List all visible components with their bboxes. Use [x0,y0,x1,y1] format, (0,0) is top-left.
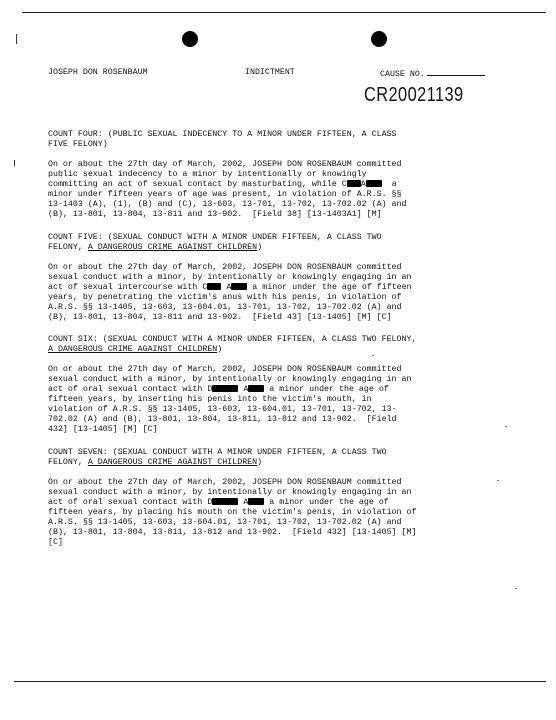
margin-mark [16,34,17,44]
top-rule [22,12,546,13]
scan-speck [497,480,499,481]
count-six-heading: COUNT SIX: (SEXUAL CONDUCT WITH A MINOR UNDER FIFTEEN, A CLASS TWO FELONY, A DANGEROUS CRIME AGAINST CHILDREN) [48,335,417,354]
count-four-body: On or about the 27th day of March, 2002, JOSEPH DON ROSENBAUM committed public sexual indecency to a minor by intentionally or knowingly committing an act of sexual contact by masturbating, while C A a minor under fifteen years of age was present, in violation of A.R.S. §§ 13-1403 (A), (1), (B) and (C), 13-603, 13-701, 13-702, 13-702.02 (A) and (B), 13-801, 13-804, 13-811 and 13-902. [Field 38] [13-1403A1] [M] [48,160,407,219]
punch-hole-left [182,31,198,47]
cause-number [380,68,485,79]
scan-speck [505,426,507,427]
redaction-bar [231,283,247,290]
redaction-bar [212,385,238,392]
redaction-bar [207,283,221,290]
scan-speck [515,588,517,589]
redaction-bar [212,498,238,505]
scan-speck [372,355,374,356]
count-six-body: On or about the 27th day of March, 2002, JOSEPH DON ROSENBAUM committed sexual conduct with a minor, by intentionally or knowingly engaging in an act of oral sexual contact with D A a minor under the age of fifteen years, by inserting his penis into the victim's mouth, in violation of A.R.S. §§ 13-1405, 13-603, 13-604.01, 13-701, 13-702, 13- 702.02 (A) and (B), 13-801, 13-804, 13-811, 13-812 and 13-902. [Field 432] [13-1405] [M] [C] [48,365,412,434]
punch-hole-right [371,31,387,47]
cause-label: CAUSE NO. [380,70,425,79]
count-four-heading: COUNT FOUR: (PUBLIC SEXUAL INDECENCY TO A MINOR UNDER FIFTEEN, A CLASS FIVE FELONY) [48,130,397,149]
redaction-bar [366,180,382,187]
count-five-heading: COUNT FIVE: (SEXUAL CONDUCT WITH A MINOR UNDER FIFTEEN, A CLASS TWO FELONY, A DANGEROUS CRIME AGAINST CHILDREN) [48,233,382,252]
count-seven-heading: COUNT SEVEN: (SEXUAL CONDUCT WITH A MINOR UNDER FIFTEEN, A CLASS TWO FELONY, A DANGEROUS CRIME AGAINST CHILDREN) [48,448,387,467]
case-number-stamp: CR20021139 [364,84,464,106]
count-five-body: On or about the 27th day of March, 2002, JOSEPH DON ROSENBAUM committed sexual conduct with a minor, by intentionally or knowingly engaging in an act of sexual intercourse with C A a minor under the age of fifteen years, by penetrating the victim's anus with his penis, in violation of A.R.S. §§ 13-1405, 13-603, 13-604.01, 13-701, 13-702, 13-702.02 (A) and (B), 13-801, 13-804, 13-811 and 13-902. [Field 43] [13-1405] [M] [C] [48,263,412,322]
document-type: INDICTMENT [245,68,295,77]
redaction-bar [248,498,264,505]
count-seven-body: On or about the 27th day of March, 2002, JOSEPH DON ROSENBAUM committed sexual conduct with a minor, by intentionally or knowingly engaging in an act of oral sexual contact with D A a minor under the age of fifteen years, by placing his mouth on the victim's penis, in violation of A.R.S. §§ 13-1405, 13-603, 13-604.01, 13-701, 13-702, 13-702.02 (A) and (B), 13-801, 13-804, 13-811, 13-812 and 13-902. [Field 432] [13-1405] [M] [C] [48,478,417,547]
redaction-bar [248,385,264,392]
defendant-name: JOSEPH DON ROSENBAUM [48,68,148,77]
cause-number-blank [427,68,485,76]
bottom-rule [14,681,546,682]
redaction-bar [347,180,361,187]
margin-mark [14,160,15,166]
